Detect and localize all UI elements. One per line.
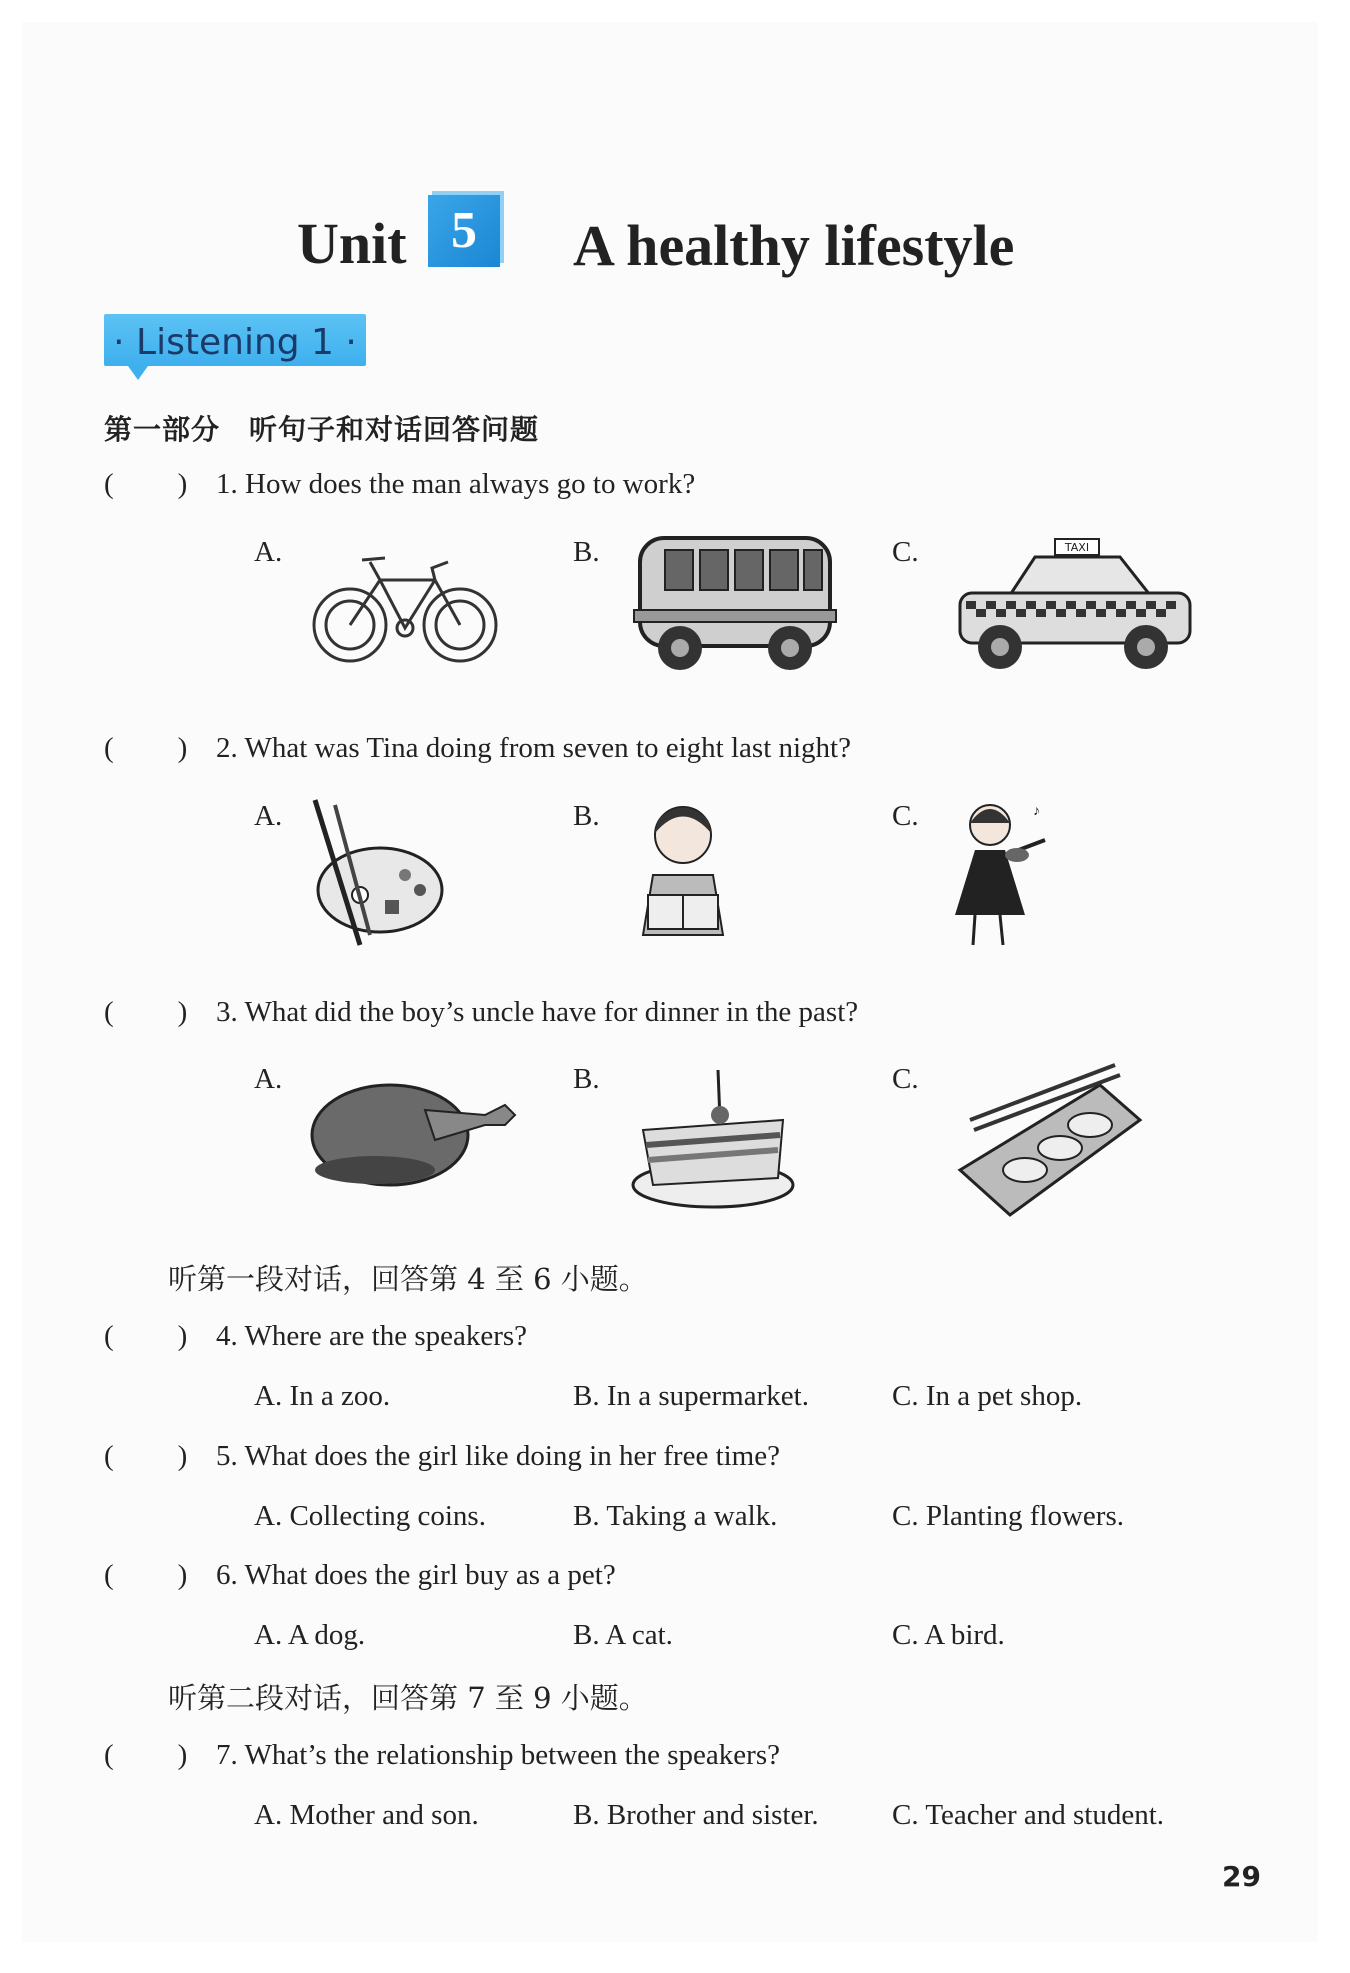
option-b: B. Taking a walk. [573,1500,778,1532]
question-3 [104,996,858,1029]
question-text: 4. Where are the speakers? [216,1320,528,1352]
question-text: 5. What does the girl like doing in her free time? [216,1440,780,1472]
unit-name: A healthy lifestyle [573,213,1015,278]
option-label: A. [254,800,283,832]
option-a: A. Mother and son. [254,1799,479,1831]
listening-instruction: 听第一段对话，回答第 4 至 6 小题。 [168,1262,648,1296]
answer-blank[interactable]: ( ) [104,732,188,764]
question-1 [104,468,695,501]
workbook-page [22,22,1318,1942]
option-b: B. In a supermarket. [573,1380,809,1412]
girl-violin-icon [945,795,1055,955]
paint-palette-icon [305,795,445,955]
option-label: B. [573,536,600,568]
answer-blank[interactable]: ( ) [104,1440,188,1472]
bus-icon [630,530,840,675]
girl-reading-icon [628,795,738,955]
option-a: A. Collecting coins. [254,1500,486,1532]
question-text: 2. What was Tina doing from seven to eight last night? [216,732,851,764]
section-tag-label: · Listening 1 · [113,322,357,363]
option-label: C. [892,800,919,832]
option-b: B. Brother and sister. [573,1799,819,1831]
taxi-icon [950,535,1200,675]
section-tag [104,314,366,366]
option-label: C. [892,1063,919,1095]
option-a: A. A dog. [254,1619,366,1651]
page-number: 29 [1222,1860,1261,1893]
question-4 [104,1320,527,1353]
question-text: 6. What does the girl buy as a pet? [216,1559,616,1591]
option-label: B. [573,800,600,832]
option-b: B. A cat. [573,1619,673,1651]
question-6 [104,1559,616,1592]
roast-chicken-icon [305,1060,520,1190]
listening-instruction: 听第二段对话，回答第 7 至 9 小题。 [168,1681,648,1715]
question-5 [104,1440,780,1473]
option-c: C. Teacher and student. [892,1799,1165,1831]
option-c: C. In a pet shop. [892,1380,1083,1412]
question-2 [104,732,851,765]
option-label: A. [254,1063,283,1095]
answer-blank[interactable]: ( ) [104,996,188,1028]
answer-blank[interactable]: ( ) [104,468,188,500]
answer-blank[interactable]: ( ) [104,1739,188,1771]
answer-blank[interactable]: ( ) [104,1559,188,1591]
option-c: C. Planting flowers. [892,1500,1124,1532]
option-a: A. In a zoo. [254,1380,391,1412]
option-label: B. [573,1063,600,1095]
option-label: C. [892,536,919,568]
svg-text:TAXI: TAXI [1064,541,1090,554]
svg-text:♪: ♪ [1033,804,1040,819]
question-7 [104,1739,780,1772]
sandwich-icon [628,1060,798,1210]
question-text: 1. How does the man always go to work? [216,468,696,500]
part-heading: 第一部分 听句子和对话回答问题 [104,413,540,446]
answer-blank[interactable]: ( ) [104,1320,188,1352]
unit-title [0,190,1350,300]
option-c: C. A bird. [892,1619,1005,1651]
unit-number-badge: 5 [428,195,500,267]
option-label: A. [254,536,283,568]
unit-label: Unit [297,211,407,276]
bicycle-icon [310,540,500,670]
question-text: 7. What’s the relationship between the speakers? [216,1739,780,1771]
question-text: 3. What did the boy’s uncle have for dinner in the past? [216,996,859,1028]
dumplings-icon [950,1060,1150,1225]
